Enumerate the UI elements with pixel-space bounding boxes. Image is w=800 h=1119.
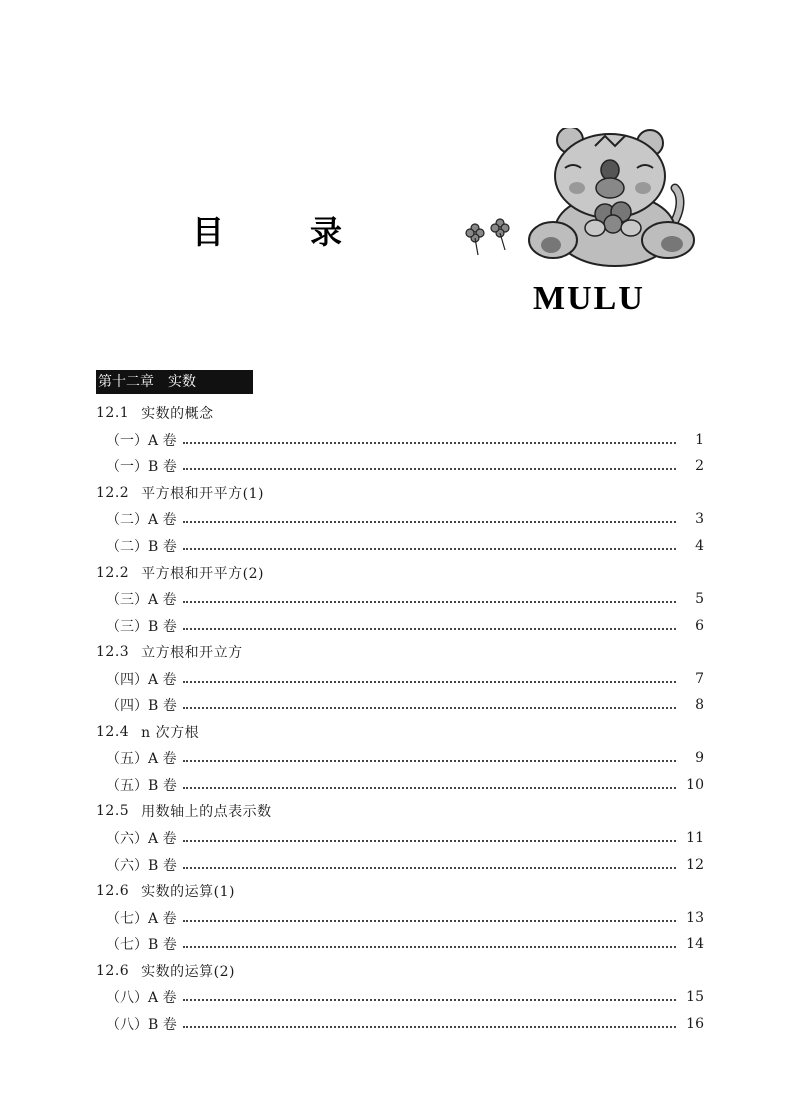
page-number: 9	[695, 750, 704, 767]
page-number: 4	[695, 538, 704, 554]
entry-label: （一）A 卷	[106, 432, 177, 449]
entry-label: （七）A 卷	[106, 910, 177, 927]
dot-leader	[183, 867, 676, 869]
section-number: 12.1	[96, 405, 130, 422]
dot-leader	[183, 840, 676, 842]
entry-label: （四）B 卷	[106, 698, 177, 715]
page-number: 10	[686, 776, 704, 793]
toc-entry[interactable]	[96, 533, 704, 560]
toc-entry[interactable]	[96, 612, 704, 639]
toc-entry[interactable]	[96, 745, 704, 772]
toc-entry[interactable]	[96, 506, 704, 533]
section-title: 用数轴上的点表示数	[141, 804, 272, 821]
entry-label: （二）B 卷	[106, 539, 177, 555]
toc-entry[interactable]	[96, 772, 704, 799]
title-char-1: 目	[192, 213, 225, 251]
page-number: 12	[686, 856, 704, 873]
dot-leader	[183, 707, 676, 709]
entry-label: （六）A 卷	[106, 831, 177, 848]
page-number: 16	[686, 1015, 704, 1032]
toc-entry[interactable]	[96, 692, 704, 719]
toc-entry[interactable]	[96, 453, 704, 480]
title-char-2: 录	[309, 213, 342, 251]
table-of-contents	[96, 400, 704, 1037]
dot-leader	[183, 681, 676, 683]
entry-label: （一）B 卷	[106, 459, 177, 476]
toc-section	[96, 639, 704, 666]
section-title: 平方根和开平方(1)	[141, 485, 265, 502]
toc-entry[interactable]	[96, 665, 704, 692]
dot-leader	[183, 468, 676, 470]
entry-label: （五）B 卷	[106, 777, 177, 794]
section-title: n 次方根	[141, 724, 200, 741]
toc-entry[interactable]	[96, 1011, 704, 1038]
toc-entry[interactable]	[96, 984, 704, 1011]
dot-leader	[183, 601, 676, 603]
toc-entry[interactable]	[96, 825, 704, 852]
section-number: 12.4	[96, 723, 130, 740]
toc-section	[96, 798, 704, 825]
section-number: 12.2	[96, 484, 130, 501]
section-title: 平方根和开平方(2)	[141, 565, 265, 582]
toc-section	[96, 878, 704, 905]
page-number: 8	[695, 697, 704, 714]
dot-leader	[183, 628, 676, 630]
page-title	[192, 205, 342, 255]
page-number: 15	[686, 989, 704, 1006]
page-number: 5	[695, 591, 704, 608]
section-number: 12.6	[96, 962, 130, 979]
section-title: 立方根和开立方	[141, 645, 243, 662]
clover-flower-icon	[466, 219, 509, 255]
entry-label: （六）B 卷	[106, 857, 177, 874]
page-number: 6	[695, 617, 704, 634]
toc-section	[96, 957, 704, 984]
dot-leader	[183, 521, 676, 523]
dot-leader	[183, 946, 676, 948]
page-number: 7	[695, 670, 704, 687]
entry-label: （三）B 卷	[106, 618, 177, 635]
toc-section	[96, 719, 704, 746]
page-number: 3	[695, 511, 704, 528]
dot-leader	[183, 787, 676, 789]
section-title: 实数的运算(2)	[141, 963, 236, 980]
entry-label: （三）A 卷	[106, 592, 177, 609]
dot-leader	[183, 999, 676, 1001]
entry-label: （四）A 卷	[106, 671, 177, 688]
toc-entry[interactable]	[96, 931, 704, 958]
page-number: 11	[686, 830, 704, 847]
entry-label: （二）A 卷	[106, 512, 177, 529]
page-number: 14	[686, 936, 704, 953]
section-number: 12.2	[96, 564, 130, 581]
page-number: 2	[695, 458, 704, 475]
toc-section	[96, 559, 704, 586]
dot-leader	[183, 548, 676, 550]
entry-label: （八）A 卷	[106, 990, 177, 1007]
entry-label: （五）A 卷	[106, 751, 177, 768]
section-number: 12.5	[96, 803, 130, 820]
tiger-cartoon-icon	[455, 128, 705, 273]
toc-section	[96, 480, 704, 507]
toc-entry[interactable]	[96, 851, 704, 878]
section-number: 12.6	[96, 883, 130, 900]
page-subtitle: MULU	[533, 280, 645, 317]
toc-entry[interactable]	[96, 427, 704, 454]
section-number: 12.3	[96, 644, 130, 661]
toc-entry[interactable]	[96, 904, 704, 931]
chapter-heading: 第十二章 实数	[96, 370, 253, 394]
dot-leader	[183, 920, 676, 922]
page-number: 1	[695, 431, 704, 448]
entry-label: （七）B 卷	[106, 937, 177, 954]
toc-section	[96, 400, 704, 427]
dot-leader	[183, 760, 676, 762]
toc-entry[interactable]	[96, 586, 704, 613]
entry-label: （八）B 卷	[106, 1016, 177, 1033]
page-number: 13	[686, 909, 704, 926]
dot-leader	[183, 442, 676, 444]
section-title: 实数的概念	[141, 406, 214, 423]
section-title: 实数的运算(1)	[141, 884, 236, 901]
dot-leader	[183, 1026, 676, 1028]
